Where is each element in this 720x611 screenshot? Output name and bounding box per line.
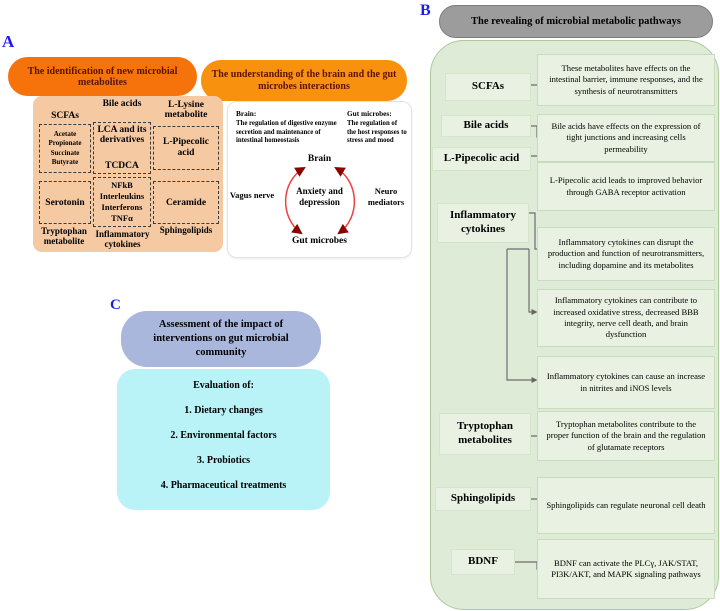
grid-footer-sphingolipids: Sphingolipids — [159, 225, 213, 235]
term-inflammatory: Inflammatory cytokines — [437, 203, 529, 243]
bile-tcdca: TCDCA — [105, 161, 139, 171]
connector-inflam-3 — [507, 249, 536, 380]
scfa-succinate: Succinate — [50, 148, 80, 157]
pipecolic-acid-label: L-Pipecolic acid — [163, 136, 209, 158]
bubble-brain-gut-interactions-text: The understanding of the brain and the gut microbes interactions — [211, 68, 397, 92]
dashed-box-ceramide — [153, 181, 219, 224]
note-bile: Bile acids have effects on the expression of tight junctions and increasing cells permeability — [537, 114, 715, 162]
cycle-neuro-label: Neuro mediators — [367, 186, 405, 207]
bile-lca: LCA and its derivatives — [97, 125, 147, 146]
evaluation-item-pharmaceutical: 4. Pharmaceutical treatments — [160, 480, 287, 491]
cytokine-tnfa: TNFα — [111, 213, 133, 224]
panel-b-letter: B — [420, 2, 431, 19]
evaluation-item-probiotics: 3. Probiotics — [196, 455, 251, 466]
note-scfas: These metabolites have effects on the intestinal barrier, immune responses, and the synthesis of neurotransmitters — [537, 54, 715, 106]
cycle-vagus-label: Vagus nerve — [229, 190, 275, 200]
assessment-title-box — [121, 311, 321, 367]
evaluation-item-environmental: 2. Environmental factors — [170, 430, 277, 441]
note-tryptophan: Tryptophan metabolites contribute to the proper function of the brain and the regulation of glutamate receptors — [537, 411, 715, 461]
ceramide-label: Ceramide — [165, 197, 207, 208]
panel-a-letter: A — [2, 32, 15, 51]
cycle-anxiety-label: Anxiety and depression — [296, 186, 343, 208]
cytokine-interleukins: Interleukins — [99, 190, 145, 201]
cytokine-nfkb: NFkB — [111, 179, 133, 190]
dashed-box-serotonin — [39, 181, 91, 224]
scfa-propionate: Propionate — [48, 139, 82, 148]
note-inflam-3: Inflammatory cytokines can cause an increase in nitrites and iNOS levels — [537, 356, 715, 409]
dashed-box-cytokines — [93, 177, 151, 227]
note-sphingolipids: Sphingolipids can regulate neuronal cell death — [537, 477, 715, 534]
grid-footer-inflammatory: Inflammatory cytokines — [95, 229, 150, 250]
brain-gut-cycle-box — [227, 101, 412, 258]
term-scfas: SCFAs — [445, 73, 531, 101]
note-inflam-2: Inflammatory cytokines can contribute to increased oxidative stress, decreased BBB integrity, nerve cell death, and brain dysfunction — [537, 289, 715, 347]
gut-note-title: Gut microbes: — [347, 109, 392, 118]
pathways-title-text: The revealing of microbial metabolic pathways — [471, 16, 681, 27]
evaluation-heading: Evaluation of: — [193, 380, 254, 391]
term-pipecolic: L-Pipecolic acid — [432, 147, 531, 171]
scfa-butyrate: Butyrate — [51, 157, 79, 166]
dashed-box-pipecolic — [153, 126, 219, 170]
term-sphingolipids: Sphingolipids — [435, 487, 531, 511]
gut-note-text: The regulation of the host responses to stress and mood — [347, 119, 407, 145]
note-pipecolic: L-Pipecolic acid leads to improved behavior through GABA receptor activation — [537, 162, 715, 211]
bubble-new-metabolites-text: The identification of new microbial metabolites — [27, 65, 178, 88]
connector-inflam-2 — [529, 249, 536, 312]
panel-c-letter: C — [110, 297, 121, 313]
bubble-brain-gut-interactions — [201, 60, 407, 101]
cycle-brain-label: Brain — [307, 154, 332, 164]
pathways-panel — [430, 40, 719, 610]
evaluation-box — [117, 369, 330, 510]
term-bdnf: BDNF — [451, 549, 515, 575]
pathways-title-pill — [439, 5, 713, 38]
dashed-box-scfa-list — [39, 124, 91, 173]
note-inflam-1: Inflammatory cytokines can disrupt the production and function of neurotransmitters, including dopamine and its metabolites — [537, 227, 715, 281]
term-bile-acids: Bile acids — [441, 115, 531, 137]
grid-footer-tryptophan: Tryptophan metabolite — [41, 226, 87, 247]
cytokine-interferons: Interferons — [101, 202, 143, 212]
grid-header-lysine: L-Lysine metabolite — [164, 100, 208, 121]
metabolites-grid-box — [33, 96, 223, 252]
evaluation-item-dietary: 1. Dietary changes — [184, 405, 263, 416]
dashed-box-bile-acids — [93, 122, 151, 174]
cycle-gut-label: Gut microbes — [292, 236, 347, 246]
serotonin-label: Serotonin — [45, 197, 85, 208]
grid-header-bile-acids: Bile acids — [102, 99, 142, 109]
grid-header-scfas: SCFAs — [51, 111, 79, 121]
bubble-new-metabolites — [8, 57, 197, 96]
scfa-acetate: Acetate — [53, 129, 77, 138]
term-tryptophan: Tryptophan metabolites — [439, 413, 531, 455]
brain-note-text: The regulation of digestive enzyme secretion and maintenance of intestinal homeostasis — [236, 119, 337, 145]
note-bdnf: BDNF can activate the PLCγ, JAK/STAT, PI3K/AKT, and MAPK signaling pathways — [537, 539, 715, 599]
brain-note-title: Brain: — [236, 109, 257, 118]
assessment-title-text: Assessment of the impact of interventions on gut microbial community — [153, 318, 289, 359]
